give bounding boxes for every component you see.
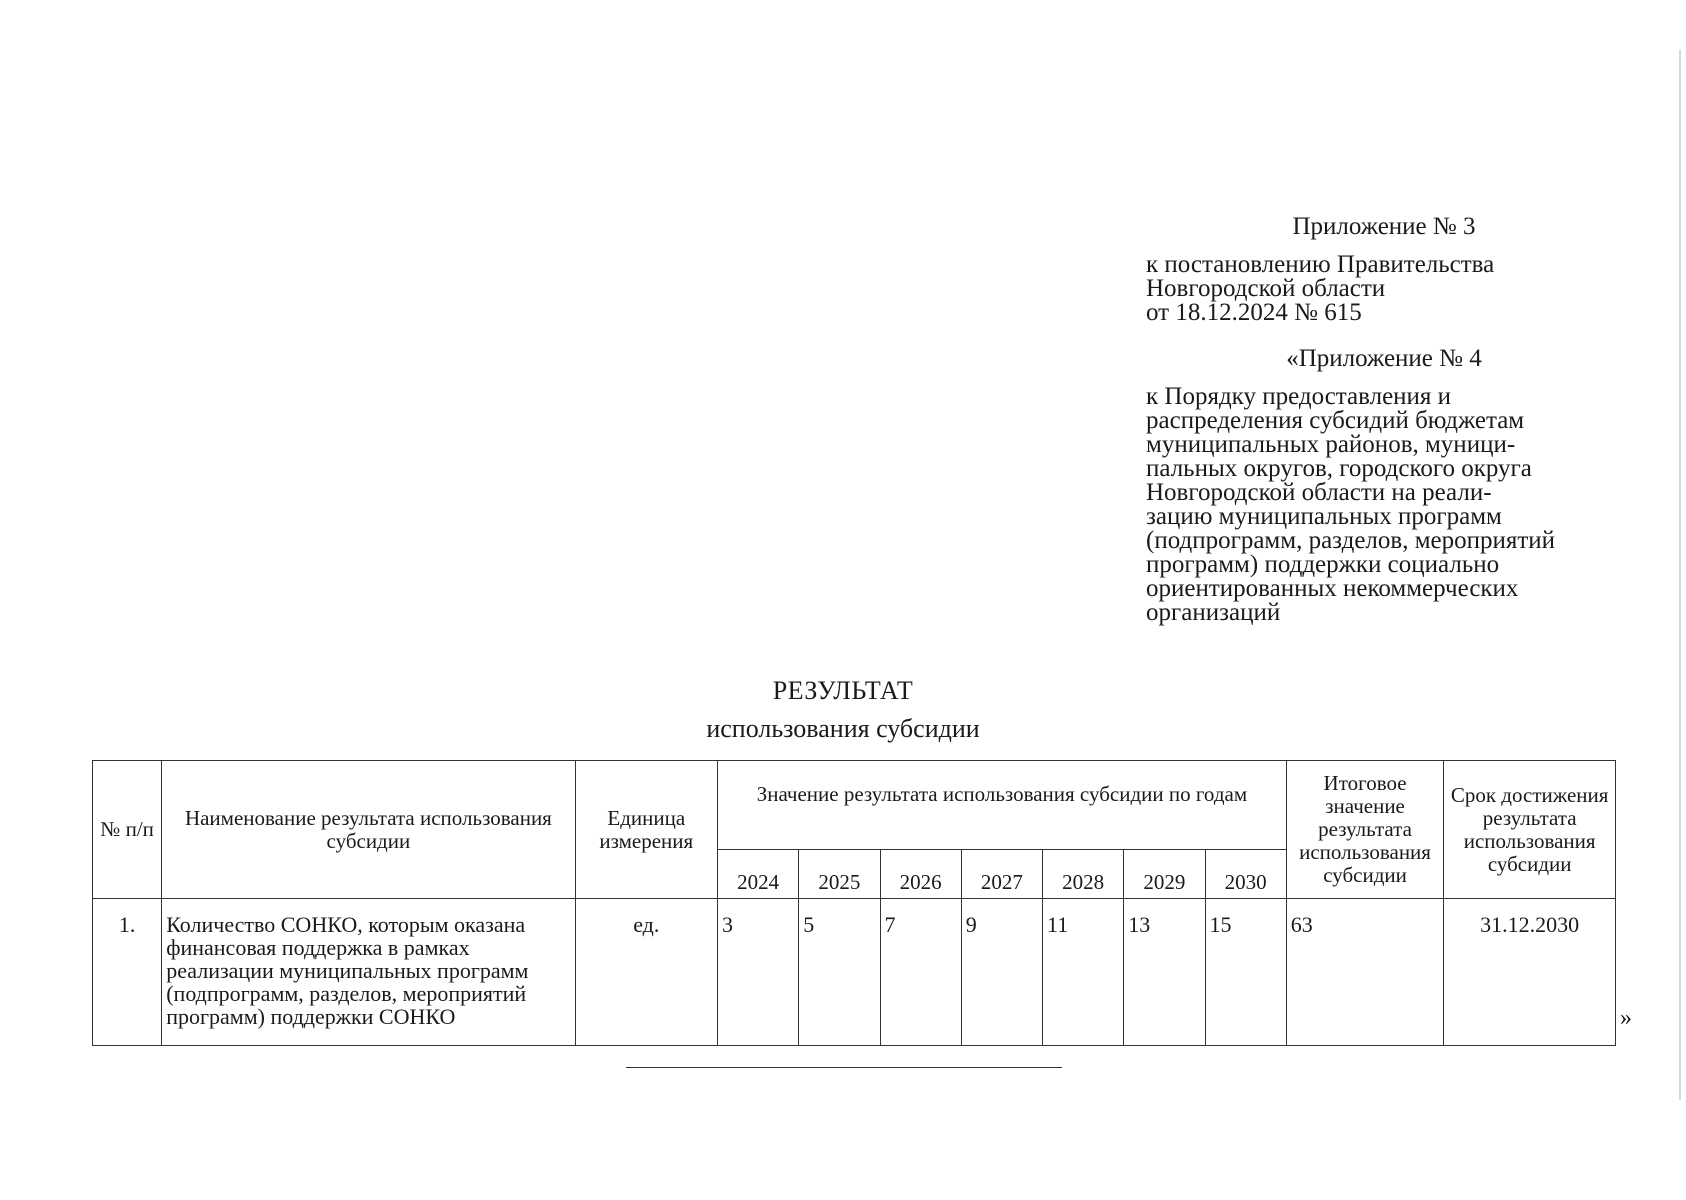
attachment-line: к постановлению Правительства bbox=[1146, 251, 1495, 278]
row-name: Количество СОНКО, которым оказана финансовая поддержка в рамках реализации муниципальных программ (подпрограмм, разделов, мероприятий программ) поддержки СОНКО bbox=[162, 899, 575, 1046]
header-values-group: Значение результата использования субсидии по годам bbox=[718, 761, 1287, 850]
header-deadline: Срок достижения результата использования субсидии bbox=[1444, 761, 1616, 899]
quoted-attachment-lines bbox=[1146, 385, 1616, 625]
document-title: РЕЗУЛЬТАТ bbox=[772, 676, 914, 705]
quoted-line: ориентированных некоммерческих bbox=[1146, 575, 1519, 602]
row-value-2030: 15 bbox=[1205, 899, 1286, 1046]
quoted-line: программ) поддержки социально bbox=[1146, 551, 1500, 578]
attachment-title: Приложение № 3 bbox=[1292, 213, 1476, 240]
header-year: 2025 bbox=[799, 850, 880, 899]
attachment-line: от 18.12.2024 № 615 bbox=[1146, 299, 1362, 326]
attachment-resolution-lines bbox=[1146, 253, 1616, 325]
quoted-attachment-title: «Приложение № 4 bbox=[1286, 345, 1482, 372]
document-subtitle: использования субсидии bbox=[706, 714, 980, 743]
row-value-2024: 3 bbox=[718, 899, 799, 1046]
attachment-block bbox=[1146, 215, 1616, 625]
quoted-line: зацию муниципальных программ bbox=[1146, 503, 1502, 530]
row-total: 63 bbox=[1286, 899, 1444, 1046]
header-year: 2027 bbox=[961, 850, 1042, 899]
header-year: 2029 bbox=[1124, 850, 1205, 899]
quoted-line: муниципальных районов, муници- bbox=[1146, 431, 1516, 458]
header-year: 2026 bbox=[880, 850, 961, 899]
quoted-line: распределения субсидий бюджетам bbox=[1146, 407, 1525, 434]
header-year: 2028 bbox=[1043, 850, 1124, 899]
document-heading bbox=[0, 672, 1686, 748]
row-value-2027: 9 bbox=[961, 899, 1042, 1046]
header-name: Наименование результата использования субсидии bbox=[162, 761, 575, 899]
header-total: Итоговое значение результата использования субсидии bbox=[1286, 761, 1444, 899]
quoted-line: (подпрограмм, разделов, мероприятий bbox=[1146, 527, 1556, 554]
header-row bbox=[93, 761, 1616, 850]
quoted-line: Новгородской области на реали- bbox=[1146, 479, 1492, 506]
header-year: 2024 bbox=[718, 850, 799, 899]
row-value-2026: 7 bbox=[880, 899, 961, 1046]
row-num: 1. bbox=[93, 899, 162, 1046]
header-year: 2030 bbox=[1205, 850, 1286, 899]
row-value-2028: 11 bbox=[1043, 899, 1124, 1046]
row-value-2029: 13 bbox=[1124, 899, 1205, 1046]
table-row bbox=[93, 899, 1616, 1046]
quoted-line: к Порядку предоставления и bbox=[1146, 383, 1452, 410]
row-value-2025: 5 bbox=[799, 899, 880, 1046]
header-num: № п/п bbox=[93, 761, 162, 899]
header-unit: Единица измерения bbox=[575, 761, 717, 899]
row-deadline: 31.12.2030 bbox=[1444, 899, 1616, 1046]
closing-quote: » bbox=[1620, 1005, 1632, 1031]
quoted-line: организаций bbox=[1146, 599, 1281, 626]
attachment-line: Новгородской области bbox=[1146, 275, 1386, 302]
results-table bbox=[92, 760, 1616, 1046]
end-rule bbox=[626, 1067, 1062, 1068]
row-unit: ед. bbox=[575, 899, 717, 1046]
quoted-line: пальных округов, городского округа bbox=[1146, 455, 1532, 482]
scan-edge-line bbox=[1679, 50, 1681, 1100]
